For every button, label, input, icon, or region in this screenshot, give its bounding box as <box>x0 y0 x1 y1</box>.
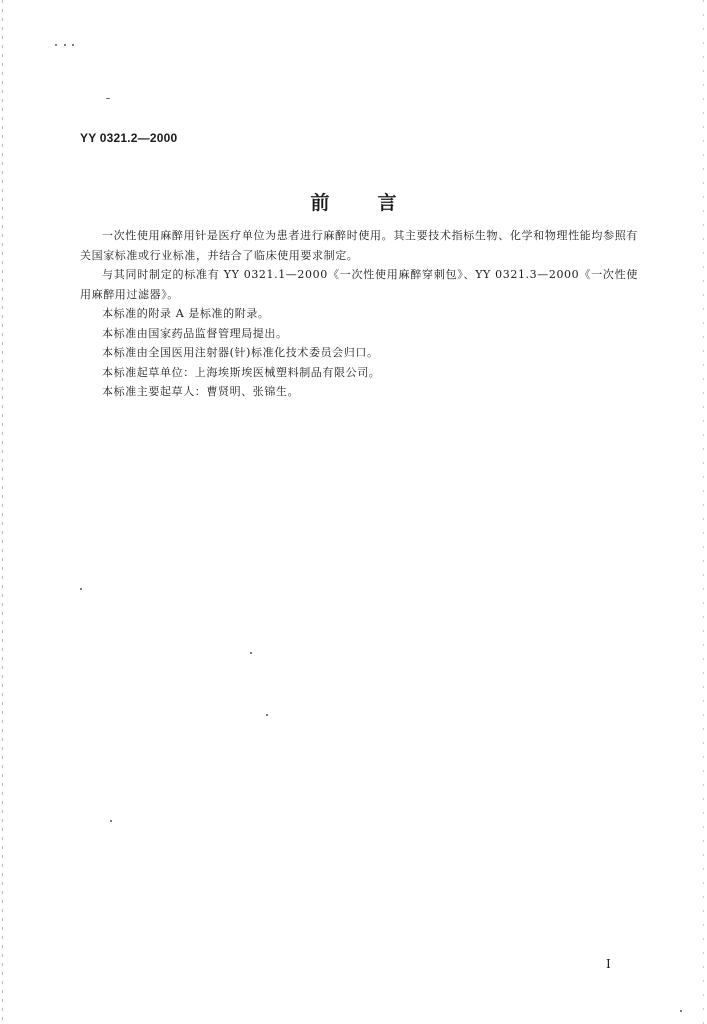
paragraph: 本标准起草单位：上海埃斯埃医械塑料制品有限公司。 <box>102 365 381 379</box>
page-number: I <box>606 957 611 971</box>
scan-speck <box>64 44 66 46</box>
scan-speck <box>680 1010 682 1012</box>
scan-speck <box>110 820 112 822</box>
page-title: 前言 <box>310 192 445 214</box>
foreword-body <box>80 226 638 402</box>
scan-edge-right <box>703 0 704 1024</box>
paragraph: 一次性使用麻醉用针是医疗单位为患者进行麻醉时使用。其主要技术指标生物、化学和物理性能均参照有关国家标准或行业标准，并结合了临床使用要求制定。 <box>80 229 638 262</box>
scan-speck <box>72 44 74 46</box>
paragraph: 与其同时制定的标准有 YY 0321.1—2000《一次性使用麻醉穿刺包》、YY 0321.3—2000《一次性使用麻醉用过滤器》。 <box>80 268 638 301</box>
scan-speck <box>250 652 252 654</box>
scan-speck <box>55 44 57 46</box>
paragraph: 本标准由国家药品监督管理局提出。 <box>102 326 288 340</box>
paragraph: 本标准的附录 A 是标准的附录。 <box>102 307 270 320</box>
scan-speck <box>106 98 110 99</box>
standard-code: YY 0321.2—2000 <box>80 131 178 145</box>
scan-edge-left <box>2 0 3 1024</box>
paragraph: 本标准主要起草人：曹贤明、张锦生。 <box>102 385 300 398</box>
paragraph: 本标准由全国医用注射器(针)标准化技术委员会归口。 <box>102 346 379 359</box>
scan-speck <box>80 588 82 590</box>
scan-speck <box>266 714 268 716</box>
